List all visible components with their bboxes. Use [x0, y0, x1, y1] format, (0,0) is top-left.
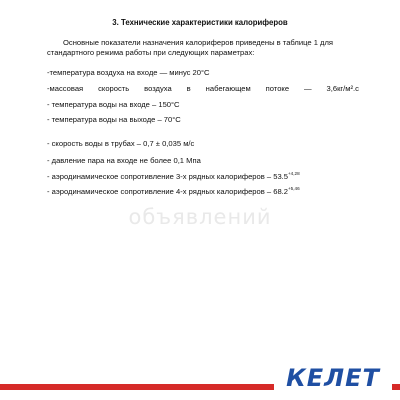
- air-speed-word: скорость: [98, 84, 130, 93]
- air-speed-word: воздуха: [144, 84, 172, 93]
- air-speed-word: набегающем: [205, 84, 251, 93]
- intro-line-2: стандартного режима работы при следующих параметрах:: [47, 47, 255, 57]
- intro-line-1: Основные показатели назначения калориферов приведены в таблице 1 для: [63, 38, 334, 47]
- air-speed-word: -массовая: [47, 84, 84, 93]
- param-water-in-temperature: - температура воды на входе – 150°C: [47, 100, 180, 109]
- resistance-3-row-tolerance: +4,28: [288, 171, 300, 176]
- param-air-mass-speed: [47, 84, 359, 94]
- param-resistance-4-row: [47, 187, 300, 197]
- param-water-speed: - скорость воды в трубах – 0,7 ± 0,035 м/с: [47, 139, 195, 148]
- param-resistance-3-row: [47, 172, 300, 182]
- air-speed-word: потоке: [265, 84, 290, 93]
- watermark: объявлений: [128, 205, 272, 229]
- param-air-temperature: -температура воздуха на входе — минус 20°C: [47, 68, 210, 77]
- param-water-out-temperature: - температура воды на выходе – 70°C: [47, 115, 181, 124]
- air-speed-word: 3,6кг/м².с: [326, 84, 359, 93]
- section-title: 3. Технические характеристики калориферов: [112, 18, 288, 27]
- resistance-3-row-text: - аэродинамическое сопротивление 3-х рядных калориферов – 53.5: [47, 172, 288, 181]
- resistance-4-row-tolerance: +5,46: [288, 186, 300, 191]
- air-speed-word: —: [304, 84, 312, 93]
- param-steam-pressure: - давление пара на входе не более 0,1 Мпа: [47, 156, 201, 165]
- kelet-logo: КЕЛЕТ: [274, 366, 392, 392]
- air-speed-word: в: [186, 84, 191, 93]
- intro-paragraph: [47, 38, 365, 58]
- resistance-4-row-text: - аэродинамическое сопротивление 4-х рядных калориферов – 68.2: [47, 187, 288, 196]
